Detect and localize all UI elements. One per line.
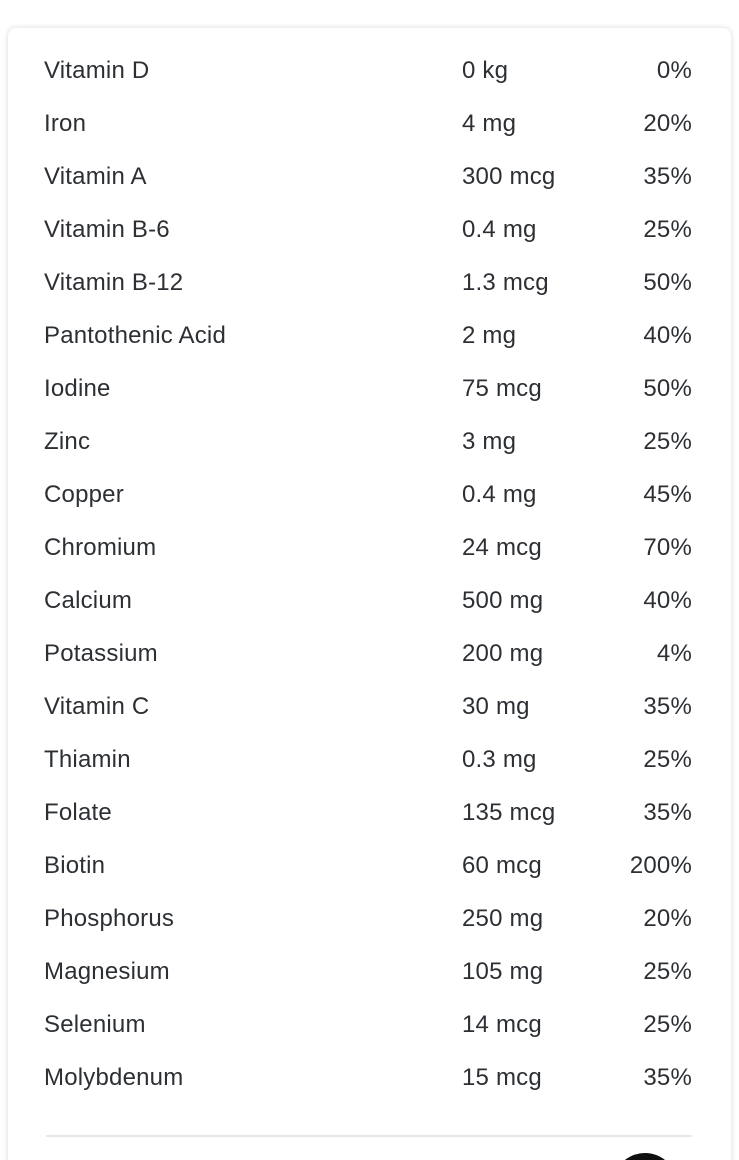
nutrient-name: Pantothenic Acid: [44, 321, 226, 349]
nutrient-row: [8, 362, 731, 415]
nutrient-name: Biotin: [44, 851, 106, 879]
nutrient-amount: 0.3 mg: [462, 745, 537, 773]
nutrient-name: Chromium: [44, 533, 157, 561]
nutrient-daily-value: 20%: [643, 904, 692, 932]
nutrient-row: [8, 150, 731, 203]
nutrient-amount: 15 mcg: [462, 1063, 542, 1091]
nutrient-daily-value: 25%: [643, 215, 692, 243]
nutrient-daily-value: 20%: [643, 109, 692, 137]
nutrient-daily-value: 0%: [656, 56, 692, 84]
nutrient-name: Selenium: [44, 1010, 146, 1038]
nutrient-name: Vitamin D: [44, 56, 150, 84]
nutrient-daily-value: 25%: [643, 1010, 692, 1038]
nutrient-row: [8, 97, 731, 150]
nutrient-daily-value: 45%: [643, 480, 692, 508]
nutrient-row: [8, 680, 731, 733]
nutrient-amount: 0.4 mg: [462, 215, 537, 243]
nutrient-row: [8, 733, 731, 786]
nutrient-daily-value: 35%: [643, 162, 692, 190]
nutrient-daily-value: 50%: [643, 268, 692, 296]
nutrient-row: [8, 1051, 731, 1104]
nutrient-row: [8, 839, 731, 892]
nutrient-daily-value: 4%: [656, 639, 692, 667]
nutrient-name: Potassium: [44, 639, 158, 667]
nutrient-amount: 1.3 mcg: [462, 268, 549, 296]
nutrient-daily-value: 35%: [643, 1063, 692, 1091]
nutrient-daily-value: 25%: [643, 427, 692, 455]
nutrient-daily-value: 40%: [643, 586, 692, 614]
nutrient-name: Vitamin A: [44, 162, 147, 190]
nutrient-amount: 4 mg: [462, 109, 517, 137]
nutrient-name: Molybdenum: [44, 1063, 184, 1091]
nutrient-amount: 24 mcg: [462, 533, 542, 561]
nutrient-amount: 2 mg: [462, 321, 517, 349]
nutrient-daily-value: 25%: [643, 957, 692, 985]
nutrient-name: Thiamin: [44, 745, 131, 773]
nutrient-amount: 60 mcg: [462, 851, 542, 879]
nutrient-daily-value: 35%: [643, 798, 692, 826]
nutrient-row: [8, 415, 731, 468]
nutrient-list: [8, 44, 731, 1104]
nutrient-daily-value: 50%: [643, 374, 692, 402]
nutrient-row: [8, 44, 731, 97]
nutrient-row: [8, 998, 731, 1051]
nutrient-amount: 200 mg: [462, 639, 544, 667]
nutrient-amount: 75 mcg: [462, 374, 542, 402]
nutrient-name: Phosphorus: [44, 904, 175, 932]
nutrient-row: [8, 627, 731, 680]
nutrient-amount: 30 mg: [462, 692, 530, 720]
nutrient-amount: 500 mg: [462, 586, 544, 614]
nutrient-amount: 135 mcg: [462, 798, 556, 826]
nutrient-row: [8, 892, 731, 945]
nutrient-row: [8, 521, 731, 574]
nutrient-amount: 250 mg: [462, 904, 544, 932]
section-divider: [46, 1135, 692, 1137]
nutrient-daily-value: 40%: [643, 321, 692, 349]
nutrient-name: Iodine: [44, 374, 111, 402]
nutrient-row: [8, 786, 731, 839]
nutrient-name: Copper: [44, 480, 124, 508]
nutrient-amount: 300 mcg: [462, 162, 556, 190]
nutrient-daily-value: 200%: [629, 851, 692, 879]
nutrient-daily-value: 70%: [643, 533, 692, 561]
nutrient-amount: 0.4 mg: [462, 480, 537, 508]
nutrient-amount: 3 mg: [462, 427, 517, 455]
nutrient-daily-value: 35%: [643, 692, 692, 720]
nutrient-row: [8, 574, 731, 627]
nutrient-amount: 14 mcg: [462, 1010, 542, 1038]
nutrient-daily-value: 25%: [643, 745, 692, 773]
nutrient-name: Vitamin B-12: [44, 268, 184, 296]
nutrient-row: [8, 468, 731, 521]
nutrient-name: Vitamin C: [44, 692, 150, 720]
nutrient-amount: 0 kg: [462, 56, 509, 84]
nutrient-row: [8, 945, 731, 998]
nutrient-name: Vitamin B-6: [44, 215, 170, 243]
nutrient-amount: 105 mg: [462, 957, 544, 985]
nutrient-name: Iron: [44, 109, 87, 137]
nutrient-name: Zinc: [44, 427, 91, 455]
nutrient-name: Folate: [44, 798, 112, 826]
nutrient-row: [8, 256, 731, 309]
nutrient-row: [8, 203, 731, 256]
nutrient-name: Magnesium: [44, 957, 170, 985]
nutrition-card: [8, 28, 731, 1160]
nutrient-name: Calcium: [44, 586, 133, 614]
nutrient-row: [8, 309, 731, 362]
